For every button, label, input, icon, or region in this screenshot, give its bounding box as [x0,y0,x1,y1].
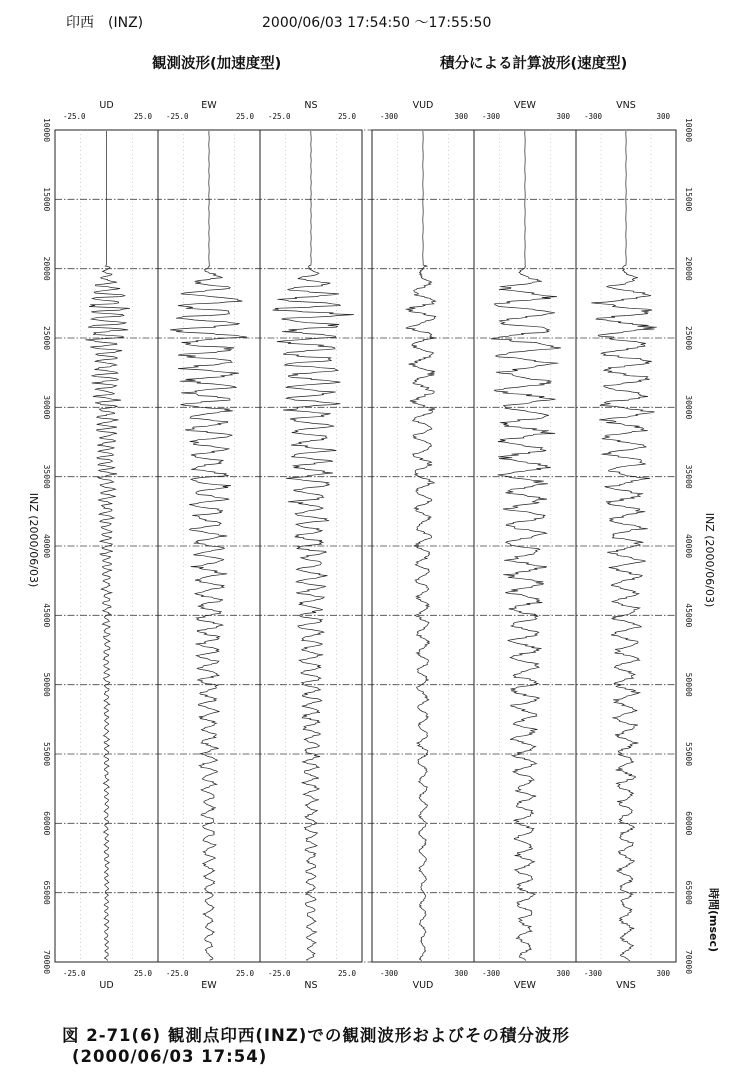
ytick-left-10000: 10000 [42,117,51,143]
channel-label-bottom-vew: VEW [514,980,536,991]
figure-caption: 図 2-71(6) 観測点印西(INZ)での観測波形およびその積分波形 [62,1026,570,1045]
channel-label-bottom-vns: VNS [616,980,636,991]
range-max-bottom-vud: 300 [454,969,468,978]
channel-label-bottom-ud: UD [99,980,114,991]
ytick-right-50000: 50000 [684,672,693,697]
range-max-top-ew: 25.0 [235,112,254,121]
range-min-top-vew: -300 [482,112,501,121]
figure-caption-date: (2000/06/03 17:54) [72,1047,268,1066]
ytick-right-65000: 65000 [684,880,693,905]
range-min-top-ns: -25.0 [268,112,291,121]
ytick-right-45000: 45000 [684,603,693,628]
channel-label-top-vew: VEW [514,100,536,111]
range-min-bottom-ns: -25.0 [268,969,291,978]
range-min-top-vud: -300 [380,112,399,121]
ytick-right-35000: 35000 [684,464,693,489]
range-min-bottom-vew: -300 [482,969,501,978]
ytick-right-15000: 15000 [684,187,693,212]
range-max-top-vns: 300 [656,112,670,121]
ytick-right-55000: 55000 [684,741,693,767]
range-max-bottom-ns: 25.0 [337,969,356,978]
range-max-bottom-vns: 300 [656,969,670,978]
acceleration-heading: 観測波形(加速度型) [152,56,282,72]
velocity-heading: 積分による計算波形(速度型) [440,56,628,72]
range-min-bottom-ew: -25.0 [166,969,189,978]
ytick-left-15000: 15000 [42,187,51,212]
ytick-left-35000: 35000 [42,464,51,489]
ytick-right-25000: 25000 [684,325,693,351]
channel-label-top-vud: VUD [412,100,434,111]
range-min-bottom-vud: -300 [380,969,399,978]
range-min-bottom-vns: -300 [584,969,603,978]
range-max-bottom-vew: 300 [556,969,570,978]
ytick-left-55000: 55000 [42,741,51,767]
range-max-bottom-ud: 25.0 [133,969,152,978]
ytick-left-45000: 45000 [42,603,51,628]
ytick-left-50000: 50000 [42,672,51,697]
station-title: 印西 (INZ) [66,15,144,31]
ytick-right-10000: 10000 [684,117,693,143]
channel-label-top-ew: EW [201,100,217,111]
range-max-top-vew: 300 [556,112,570,121]
ytick-right-60000: 60000 [684,811,693,836]
range-max-top-ud: 25.0 [133,112,152,121]
ytick-right-70000: 70000 [684,949,693,975]
ytick-left-25000: 25000 [42,325,51,351]
time-range: 2000/06/03 17:54:50 〜17:55:50 [262,15,492,31]
channel-label-bottom-ns: NS [304,980,318,991]
range-max-top-vud: 300 [454,112,468,121]
ytick-right-20000: 20000 [684,256,693,281]
channel-label-top-vns: VNS [616,100,636,111]
ytick-left-65000: 65000 [42,880,51,905]
range-min-top-vns: -300 [584,112,603,121]
channel-label-top-ns: NS [304,100,318,111]
ytick-left-20000: 20000 [42,256,51,281]
ytick-left-70000: 70000 [42,949,51,975]
range-min-top-ew: -25.0 [166,112,189,121]
time-axis-label: 時間(msec) [707,887,720,953]
channel-label-bottom-vud: VUD [412,980,434,991]
channel-label-top-ud: UD [99,100,114,111]
ytick-left-60000: 60000 [42,811,51,836]
range-max-top-ns: 25.0 [337,112,356,121]
ytick-left-30000: 30000 [42,395,51,420]
left-axis-label: INZ (2000/06/03) [27,492,40,588]
range-max-bottom-ew: 25.0 [235,969,254,978]
waveform-vew [491,131,561,961]
range-min-top-ud: -25.0 [63,112,86,121]
ytick-right-30000: 30000 [684,395,693,420]
right-station-label: INZ (2000/06/03) [703,512,716,608]
ytick-right-40000: 40000 [684,533,693,559]
channel-label-bottom-ew: EW [201,980,217,991]
ytick-left-40000: 40000 [42,533,51,559]
range-min-bottom-ud: -25.0 [63,969,86,978]
